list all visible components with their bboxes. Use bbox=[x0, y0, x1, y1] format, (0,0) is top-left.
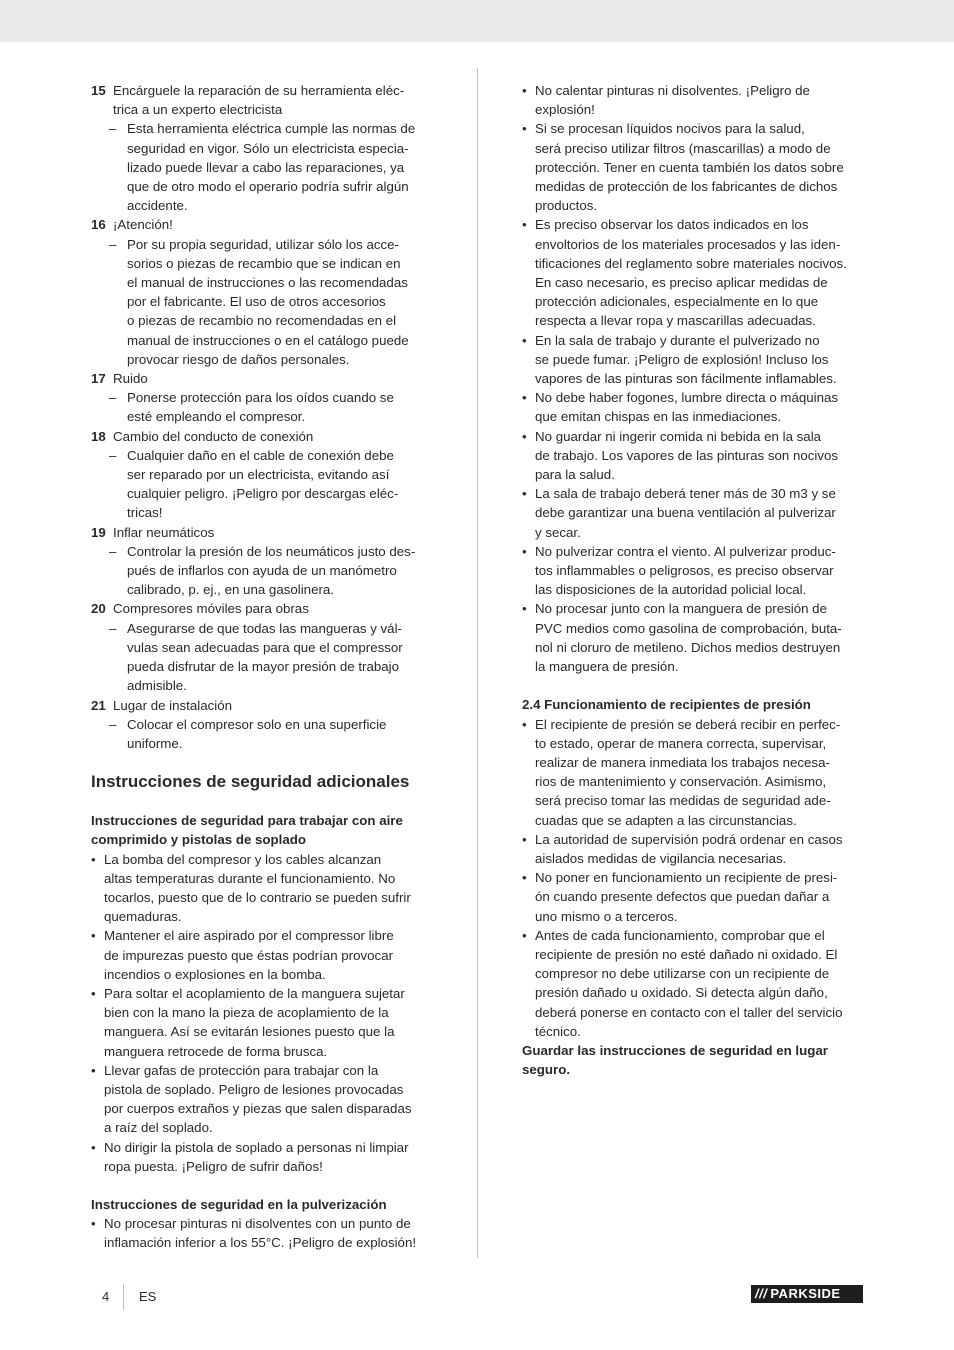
text-line: productos. bbox=[535, 198, 598, 214]
parkside-logo bbox=[751, 1285, 863, 1303]
text-line: comprimido y pistolas de soplado bbox=[91, 832, 307, 848]
text-line: El recipiente de presión se deberá recibir en perfec- bbox=[535, 716, 841, 732]
text-line: accidente. bbox=[127, 198, 188, 214]
text-line: incendios o explosiones en la bomba. bbox=[104, 966, 326, 982]
bullet-item bbox=[522, 926, 868, 1041]
text-line: presión dañado u oxidado. Si detecta algún daño, bbox=[535, 985, 828, 1001]
item-number: 21 bbox=[91, 697, 106, 713]
bullet-icon: • bbox=[522, 601, 527, 617]
bullet-list-spraying-continued bbox=[522, 81, 868, 676]
text-line: o piezas de recambio no recomendadas en el bbox=[127, 313, 397, 329]
text-line: que emitan chispas en las inmediaciones. bbox=[535, 409, 782, 425]
bullet-icon: • bbox=[522, 543, 527, 559]
bullet-item bbox=[522, 542, 868, 600]
dash-item bbox=[91, 446, 437, 523]
bullet-icon: • bbox=[91, 928, 96, 944]
dash-icon: – bbox=[109, 390, 117, 406]
text-line: nol ni cloruro de metileno. Dichos medios destruyen bbox=[535, 639, 841, 655]
text-line: No debe haber fogones, lumbre directa o máquinas bbox=[535, 390, 839, 406]
text-line: tocarlos, puesto que de lo contrario se pueden sufrir bbox=[104, 889, 411, 905]
subsection-title-pressure-vessels bbox=[522, 695, 868, 714]
section-title: Instrucciones de seguridad adicionales bbox=[91, 772, 410, 792]
text-line: envoltorios de los materiales procesados y las iden- bbox=[535, 236, 841, 252]
text-line: el manual de instrucciones o las recomendadas bbox=[127, 275, 408, 291]
bullet-icon: • bbox=[522, 332, 527, 348]
text-line: 2.4 Funcionamiento de recipientes de presión bbox=[522, 697, 811, 713]
dash-icon: – bbox=[109, 543, 117, 559]
text-line: Inflar neumáticos bbox=[113, 524, 215, 540]
bullet-icon: • bbox=[522, 121, 527, 137]
text-line: que de otro modo el operario podría sufrir algún bbox=[127, 179, 409, 195]
text-line: ropa puesta. ¡Peligro de sufrir daños! bbox=[104, 1158, 323, 1174]
bullet-icon: • bbox=[522, 927, 527, 943]
text-line: En caso necesario, es preciso aplicar medidas de bbox=[535, 275, 828, 291]
bullet-item bbox=[522, 599, 868, 676]
text-line: ón cuando presente defectos que puedan dañar a bbox=[535, 889, 830, 905]
text-line: Por su propia seguridad, utilizar sólo los acce- bbox=[127, 236, 399, 252]
footer-divider bbox=[123, 1284, 124, 1310]
text-line: a raíz del soplado. bbox=[104, 1120, 213, 1136]
text-line: ¡Atención! bbox=[113, 217, 173, 233]
text-line: Cambio del conducto de conexión bbox=[113, 428, 314, 444]
item-number: 16 bbox=[91, 217, 106, 233]
bullet-icon: • bbox=[522, 716, 527, 732]
text-line: pueda disfrutar de la mayor presión de trabajo bbox=[127, 659, 400, 675]
bullet-item bbox=[91, 1214, 437, 1252]
text-line: debe garantizar una buena ventilación al pulverizar bbox=[535, 505, 836, 521]
text-line: se puede fumar. ¡Peligro de explosión! Incluso los bbox=[535, 351, 829, 367]
numbered-safety-list bbox=[91, 81, 437, 753]
text-line: cualquier peligro. ¡Peligro por descargas eléc- bbox=[127, 486, 399, 502]
text-line: Es preciso observar los datos indicados en los bbox=[535, 217, 809, 233]
text-line: tricas! bbox=[127, 505, 163, 521]
text-line: No calentar pinturas ni disolventes. ¡Peligro de bbox=[535, 83, 810, 98]
text-line: admisible. bbox=[127, 678, 187, 694]
text-line: será preciso tomar las medidas de seguridad ade- bbox=[535, 793, 831, 809]
dash-icon: – bbox=[109, 236, 117, 252]
text-line: No procesar pinturas ni disolventes con un punto de bbox=[104, 1216, 411, 1232]
bullet-item bbox=[522, 715, 868, 830]
text-line: manual de instrucciones o en el catálogo puede bbox=[127, 332, 409, 348]
text-line: pués de inflarlos con ayuda de un manómetro bbox=[127, 563, 397, 579]
text-line: Antes de cada funcionamiento, comprobar que el bbox=[535, 927, 825, 943]
text-line: por cuerpos extraños y piezas que salen disparadas bbox=[104, 1101, 412, 1117]
text-line: protección. Tener en cuenta también los datos sobre bbox=[535, 159, 844, 175]
text-line: En la sala de trabajo y durante el pulverizado no bbox=[535, 332, 820, 348]
logo-slashes: /// bbox=[755, 1286, 768, 1301]
text-line: tificaciones del reglamento sobre materiales nocivos. bbox=[535, 255, 847, 271]
text-line: para la salud. bbox=[535, 467, 615, 483]
bullet-icon: • bbox=[522, 390, 527, 406]
bullet-icon: • bbox=[522, 870, 527, 886]
bullet-item bbox=[522, 215, 868, 330]
text-line: La bomba del compresor y los cables alcanzan bbox=[104, 851, 382, 867]
text-line: Cualquier daño en el cable de conexión debe bbox=[127, 447, 394, 463]
dash-item bbox=[91, 388, 437, 426]
bullet-item bbox=[522, 81, 868, 119]
bullet-item bbox=[91, 850, 437, 927]
bullet-icon: • bbox=[91, 1139, 96, 1155]
text-line: lizado puede llevar a cabo las reparaciones, ya bbox=[127, 159, 405, 175]
text-line: provocar riesgo de daños personales. bbox=[127, 351, 350, 367]
item-number: 17 bbox=[91, 371, 106, 387]
text-line: esté empleando el compresor. bbox=[127, 409, 306, 425]
bullet-item bbox=[522, 427, 868, 485]
bullet-icon: • bbox=[522, 83, 527, 98]
text-line: aislados medidas de vigilancia necesarias. bbox=[535, 850, 787, 866]
page-number: 4 bbox=[102, 1289, 110, 1304]
text-line: Asegurarse de que todas las mangueras y vál- bbox=[127, 620, 402, 636]
text-line: será preciso utilizar filtros (mascarillas) a modo de bbox=[535, 140, 831, 156]
text-line: No procesar junto con la manguera de presión de bbox=[535, 601, 827, 617]
text-line: la manguera de presión. bbox=[535, 659, 679, 675]
text-line: Instrucciones de seguridad en la pulverización bbox=[91, 1196, 387, 1212]
bullet-icon: • bbox=[91, 985, 96, 1001]
bullet-item bbox=[91, 1138, 437, 1176]
text-line: inflamación inferior a los 55°C. ¡Peligro de explosión! bbox=[104, 1235, 417, 1251]
text-line: recipiente de presión no esté dañado ni oxidado. El bbox=[535, 946, 838, 962]
text-line: explosión! bbox=[535, 102, 595, 118]
text-line: Ponerse protección para los oídos cuando se bbox=[127, 390, 394, 406]
text-line: Llevar gafas de protección para trabajar con la bbox=[104, 1062, 379, 1078]
text-line: altas temperaturas durante el funcionamiento. No bbox=[104, 870, 396, 886]
numbered-item bbox=[91, 599, 437, 618]
text-line: Lugar de instalación bbox=[113, 697, 233, 713]
numbered-item bbox=[91, 696, 437, 715]
text-line: to estado, operar de manera correcta, supervisar, bbox=[535, 735, 827, 751]
text-line: realizar de manera inmediata los trabajos necesa- bbox=[535, 754, 830, 770]
text-line: Para soltar el acoplamiento de la manguera sujetar bbox=[104, 985, 405, 1001]
top-band bbox=[0, 0, 954, 42]
item-number: 18 bbox=[91, 428, 106, 444]
item-number: 20 bbox=[91, 601, 106, 617]
text-line: sorios o piezas de recambio que se indican en bbox=[127, 255, 401, 271]
text-line: medidas de protección de los fabricantes de dichos bbox=[535, 179, 838, 195]
bullet-item bbox=[91, 1061, 437, 1138]
bullet-list-compressed-air bbox=[91, 850, 437, 1176]
bullet-item bbox=[522, 484, 868, 542]
column-divider bbox=[477, 68, 478, 1258]
dash-item bbox=[91, 715, 437, 753]
text-line: y secar. bbox=[535, 524, 581, 540]
text-line: seguridad en vigor. Sólo un electricista especia- bbox=[127, 140, 409, 156]
right-column bbox=[522, 81, 868, 1079]
bullet-icon: • bbox=[91, 851, 96, 867]
text-line: protección adicionales, especialmente en lo que bbox=[535, 294, 819, 310]
dash-item bbox=[91, 119, 437, 215]
bullet-item bbox=[522, 331, 868, 389]
text-line: vulas sean adecuadas para que el compressor bbox=[127, 639, 403, 655]
numbered-item bbox=[91, 523, 437, 542]
text-line: cuadas que se adapten a las circunstancias. bbox=[535, 812, 797, 828]
bullet-item bbox=[522, 868, 868, 926]
text-line: respecta a llevar ropa y mascarillas adecuadas. bbox=[535, 313, 816, 329]
bullet-item bbox=[522, 830, 868, 868]
text-line: manguera. Así se evitarán lesiones puesto que la bbox=[104, 1024, 395, 1040]
dash-icon: – bbox=[109, 447, 117, 463]
text-line: seguro. bbox=[522, 1062, 571, 1078]
left-column bbox=[91, 81, 437, 1253]
text-line: quemaduras. bbox=[104, 909, 182, 925]
item-number: 19 bbox=[91, 524, 106, 540]
bullet-list-pressure-vessels bbox=[522, 715, 868, 1041]
text-line: compresor no debe utilizarse con un recipiente de bbox=[535, 966, 830, 982]
text-line: Si se procesan líquidos nocivos para la salud, bbox=[535, 121, 805, 137]
logo-text: PARKSIDE bbox=[770, 1286, 841, 1301]
dash-item bbox=[91, 619, 437, 696]
bullet-list-spraying bbox=[91, 1214, 437, 1252]
dash-item bbox=[91, 235, 437, 369]
text-line: Colocar el compresor solo en una superficie bbox=[127, 716, 387, 732]
text-line: La autoridad de supervisión podrá ordenar en casos bbox=[535, 831, 843, 847]
numbered-item bbox=[91, 81, 437, 119]
bullet-icon: • bbox=[522, 831, 527, 847]
text-line: Instrucciones de seguridad para trabajar con aire bbox=[91, 813, 403, 829]
text-line: por el fabricante. El uso de otros accesorios bbox=[127, 294, 386, 310]
dash-icon: – bbox=[109, 121, 117, 137]
closing-note bbox=[522, 1041, 868, 1079]
text-line: ser reparado por un electricista, evitando así bbox=[127, 467, 390, 483]
text-line: Guardar las instrucciones de seguridad en lugar bbox=[522, 1042, 828, 1058]
numbered-item bbox=[91, 369, 437, 388]
text-line: No dirigir la pistola de soplado a personas ni limpiar bbox=[104, 1139, 409, 1155]
text-line: trica a un experto electricista bbox=[113, 102, 283, 118]
text-line: No poner en funcionamiento un recipiente de presi- bbox=[535, 870, 838, 886]
text-line: Esta herramienta eléctrica cumple las normas de bbox=[127, 121, 416, 137]
text-line: las disposiciones de la autoridad policial local. bbox=[535, 582, 807, 598]
text-line: deberá ponerse en contacto con el taller del servicio bbox=[535, 1004, 843, 1020]
bullet-icon: • bbox=[522, 217, 527, 233]
text-line: bien con la mano la pieza de acoplamiento de la bbox=[104, 1005, 389, 1021]
bullet-item bbox=[522, 388, 868, 426]
text-line: pistola de soplado. Peligro de lesiones provocadas bbox=[104, 1081, 404, 1097]
bullet-item bbox=[522, 119, 868, 215]
text-line: La sala de trabajo deberá tener más de 30 m3 y se bbox=[535, 486, 836, 502]
text-line: Mantener el aire aspirado por el compressor libre bbox=[104, 928, 394, 944]
text-line: PVC medios como gasolina de comprobación, buta- bbox=[535, 620, 842, 636]
numbered-item bbox=[91, 215, 437, 234]
text-line: uniforme. bbox=[127, 735, 183, 751]
text-line: Controlar la presión de los neumáticos justo des- bbox=[127, 543, 416, 559]
bullet-item bbox=[91, 984, 437, 1061]
numbered-item bbox=[91, 427, 437, 446]
text-line: No guardar ni ingerir comida ni bebida en la sala bbox=[535, 428, 822, 444]
text-line: No pulverizar contra el viento. Al pulverizar produc- bbox=[535, 543, 836, 559]
dash-item bbox=[91, 542, 437, 600]
subsection-title-spraying bbox=[91, 1195, 437, 1214]
item-number: 15 bbox=[91, 83, 106, 98]
bullet-icon: • bbox=[522, 428, 527, 444]
text-line: manguera retrocede de forma brusca. bbox=[104, 1043, 328, 1059]
text-line: tos inflammables o peligrosos, es preciso observar bbox=[535, 563, 834, 579]
bullet-icon: • bbox=[91, 1062, 96, 1078]
text-line: calibrado, p. ej., en una gasolinera. bbox=[127, 582, 334, 598]
text-line: Compresores móviles para obras bbox=[113, 601, 309, 617]
language-code: ES bbox=[139, 1289, 157, 1304]
text-line: uno mismo o a terceros. bbox=[535, 908, 678, 924]
text-line: técnico. bbox=[535, 1023, 581, 1039]
bullet-icon: • bbox=[522, 486, 527, 502]
dash-icon: – bbox=[109, 716, 117, 732]
text-line: rios de mantenimiento y conservación. Asimismo, bbox=[535, 774, 827, 790]
text-line: de impurezas puesto que éstas podrían provocar bbox=[104, 947, 394, 963]
bullet-item bbox=[91, 926, 437, 984]
bullet-icon: • bbox=[91, 1216, 96, 1232]
text-line: vapores de las pinturas son fácilmente inflamables. bbox=[535, 371, 837, 387]
dash-icon: – bbox=[109, 620, 117, 636]
text-line: de trabajo. Los vapores de las pinturas son nocivos bbox=[535, 447, 839, 463]
subsection-title-compressed-air bbox=[91, 811, 437, 849]
text-line: Encárguele la reparación de su herramienta eléc- bbox=[113, 83, 405, 98]
text-line: Ruido bbox=[113, 371, 148, 387]
